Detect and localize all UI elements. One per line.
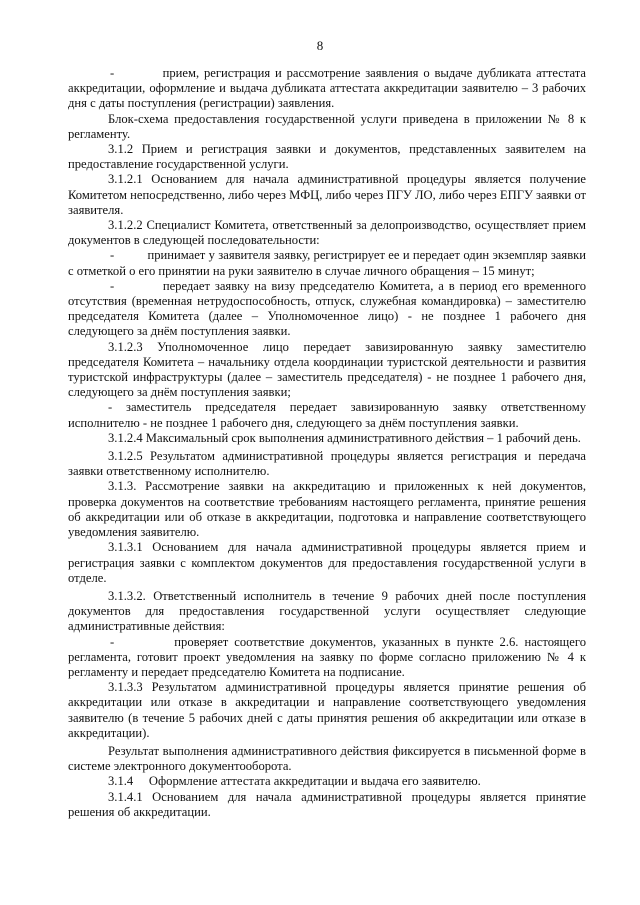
- paragraph: 3.1.3. Рассмотрение заявки на аккредитацию и приложенных к ней документов, проверка документов на соответствие требованиям настоящего регламента, принятие решения об аккредитации или об отказе в аккредитации, подготовка и направление соответствующего уведомления заявителю.: [68, 479, 586, 540]
- paragraph: 3.1.2 Прием и регистрация заявки и документов, представленных заявителем на предоставление государственной услуги.: [68, 142, 586, 172]
- paragraph: 3.1.3.2. Ответственный исполнитель в течение 9 рабочих дней после поступления документов для предоставления государственной услуги осуществляет следующие административные действия:: [68, 588, 586, 634]
- paragraph: - прием, регистрация и рассмотрение заявления о выдаче дубликата аттестата аккредитации, оформление и выдача дубликата аттестата аккредитации заявителю – 3 рабочих дня с даты поступления (регистрации) заявления.: [68, 66, 586, 111]
- paragraph: 3.1.3.3 Результатом административной процедуры является принятие решения об аккредитации или отказе в аккредитации и направление соответствующего уведомления заявителю (в течение 5 рабочих дней с даты принятия решения об аккредитации или отказе в аккредитации).: [68, 680, 586, 740]
- paragraph: 3.1.2.2 Специалист Комитета, ответственный за делопроизводство, осуществляет прием документов в следующей последовательности:: [68, 218, 586, 248]
- paragraph: 3.1.4.1 Основанием для начала административной процедуры является принятие решения об аккредитации.: [68, 789, 586, 819]
- paragraph: 3.1.2.1 Основанием для начала административной процедуры является получение Комитетом непосредственно, либо через МФЦ, либо через ПГУ ЛО, либо через ЕПГУ заявки от заявителя.: [68, 172, 586, 217]
- paragraph: 3.1.4 Оформление аттестата аккредитации и выдача его заявителю.: [108, 774, 481, 789]
- paragraph: 3.1.2.3 Уполномоченное лицо передает завизированную заявку заместителю председателя Комитета – начальнику отдела координации туристской деятельности и развития туристской инфраструктуры (далее – заместитель председателя) - не позднее 1 рабочего дня, следующего за днём поступления заявки;: [68, 339, 586, 400]
- paragraph: 3.1.3.1 Основанием для начала административной процедуры является прием и регистрация заявки с комплектом документов для предоставления государственной услуги в отделе.: [68, 540, 586, 585]
- document-body: [68, 66, 586, 820]
- paragraph: - проверяет соответствие документов, указанных в пункте 2.6. настоящего регламента, готовит проект уведомления на заявку по форме согласно приложению № 4 к регламенту и передает председателю Комитета на подписание.: [68, 634, 586, 679]
- paragraph: - заместитель председателя передает завизированную заявку ответственному исполнителю - не позднее 1 рабочего дня, следующего за днём поступления заявки.: [68, 400, 586, 430]
- paragraph: Результат выполнения административного действия фиксируется в письменной форме в системе электронного документооборота.: [68, 743, 586, 774]
- paragraph: - принимает у заявителя заявку, регистрирует ее и передает один экземпляр заявки с отметкой о его принятии на руки заявителю в случае личного обращения – 15 минут;: [68, 248, 586, 278]
- paragraph: Блок-схема предоставления государственной услуги приведена в приложении № 8 к регламенту.: [68, 111, 586, 141]
- page-number: 8: [316, 38, 324, 53]
- paragraph: - передает заявку на визу председателю Комитета, а в период его временного отсутствия (временная нетрудоспособность, отпуск, служебная командировка) – заместителю председателя Комитета (далее – Уполномоченное лицо) - не позднее 1 рабочего дня следующего за днём поступления заявки.: [68, 278, 586, 339]
- paragraph: 3.1.2.5 Результатом административной процедуры является регистрация и передача заявки ответственному исполнителю.: [68, 449, 586, 479]
- paragraph: 3.1.2.4 Максимальный срок выполнения административного действия – 1 рабочий день.: [108, 430, 581, 445]
